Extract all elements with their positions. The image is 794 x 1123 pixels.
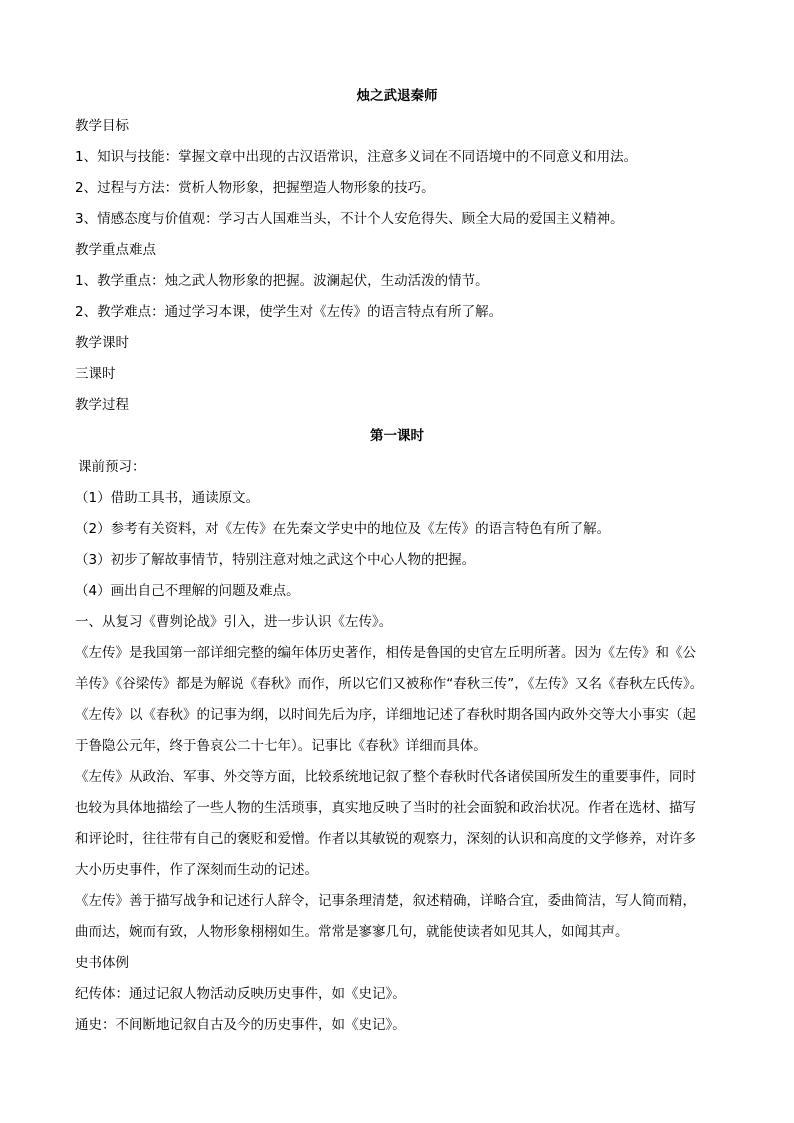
paragraph-line: 《左传》善于描写战争和记述行人辞令，记事条理清楚，叙述精确，详略合宜，委曲简洁，写人简而精， xyxy=(75,893,696,909)
objectives-heading: 教学目标 xyxy=(75,118,129,134)
lesson-title: 第一课时 xyxy=(370,428,424,444)
paragraph-line: 羊传》《谷梁传》都是为解说《春秋》而作，所以它们又被称作“春秋三传”，《左传》又名《春秋左氏传》。 xyxy=(75,676,704,692)
preview-heading: 课前预习： xyxy=(78,459,146,475)
preview-item: （4）画出自己不理解的问题及难点。 xyxy=(75,583,300,599)
paragraph-line: 和评论时，往往带有自己的褒贬和爱憎。作者以其敏锐的观察力，深刻的认识和高度的文学修养，对许多 xyxy=(75,831,696,847)
objective-item: 1、知识与技能：掌握文章中出现的古汉语常识，注意多义词在不同语境中的不同意义和用法。 xyxy=(75,149,638,165)
paragraph-line: 大小历史事件，作了深刻而生动的记述。 xyxy=(75,862,318,878)
preview-item: （1）借助工具书，通读原文。 xyxy=(75,490,260,506)
objective-item: 2、过程与方法：赏析人物形象，把握塑造人物形象的技巧。 xyxy=(75,180,435,196)
history-item: 通史：不间断地记叙自古及今的历史事件，如《史记》。 xyxy=(75,1017,406,1033)
paragraph-line: 也较为具体地描绘了一些人物的生活琐事，真实地反映了当时的社会面貌和政治状况。作者在选材、描写 xyxy=(75,800,696,816)
preview-item: （3）初步了解故事情节，特别注意对烛之武这个中心人物的把握。 xyxy=(75,552,476,568)
hours-heading: 教学课时 xyxy=(75,335,129,351)
key-points-heading: 教学重点难点 xyxy=(75,242,156,258)
key-point-item: 2、教学难点：通过学习本课，使学生对《左传》的语言特点有所了解。 xyxy=(75,304,503,320)
key-point-item: 1、教学重点：烛之武人物形象的把握。波澜起伏，生动活泼的情节。 xyxy=(75,273,489,289)
paragraph-line: 《左传》从政治、军事、外交等方面，比较系统地记叙了整个春秋时代各诸侯国所发生的重要事件，同时 xyxy=(75,769,696,785)
hours-value: 三课时 xyxy=(75,366,116,382)
paragraph-line: 《左传》以《春秋》的记事为纲，以时间先后为序，详细地记述了春秋时期各国内政外交等大小事实（起 xyxy=(75,707,696,723)
paragraph-line: 《左传》是我国第一部详细完整的编年体历史著作，相传是鲁国的史官左丘明所著。因为《左传》和《公 xyxy=(75,645,696,661)
paragraph-line: 曲而达，婉而有致，人物形象栩栩如生。常常是寥寥几句，就能使读者如见其人，如闻其声。 xyxy=(75,924,629,940)
document-title: 烛之武退秦师 xyxy=(356,88,438,104)
history-item: 纪传体：通过记叙人物活动反映历史事件，如《史记》。 xyxy=(75,986,406,1002)
process-heading: 教学过程 xyxy=(75,397,129,413)
part1-heading: 一、从复习《曹刿论战》引入，进一步认识《左传》。 xyxy=(75,614,393,630)
history-heading: 史书体例 xyxy=(75,955,129,971)
preview-item: （2）参考有关资料，对《左传》在先秦文学史中的地位及《左传》的语言特色有所了解。 xyxy=(75,521,611,537)
paragraph-line: 于鲁隐公元年，终于鲁哀公二十七年）。记事比《春秋》详细而具体。 xyxy=(75,738,487,754)
objective-item: 3、情感态度与价值观：学习古人国难当头，不计个人安危得失、顾全大局的爱国主义精神。 xyxy=(75,211,624,227)
